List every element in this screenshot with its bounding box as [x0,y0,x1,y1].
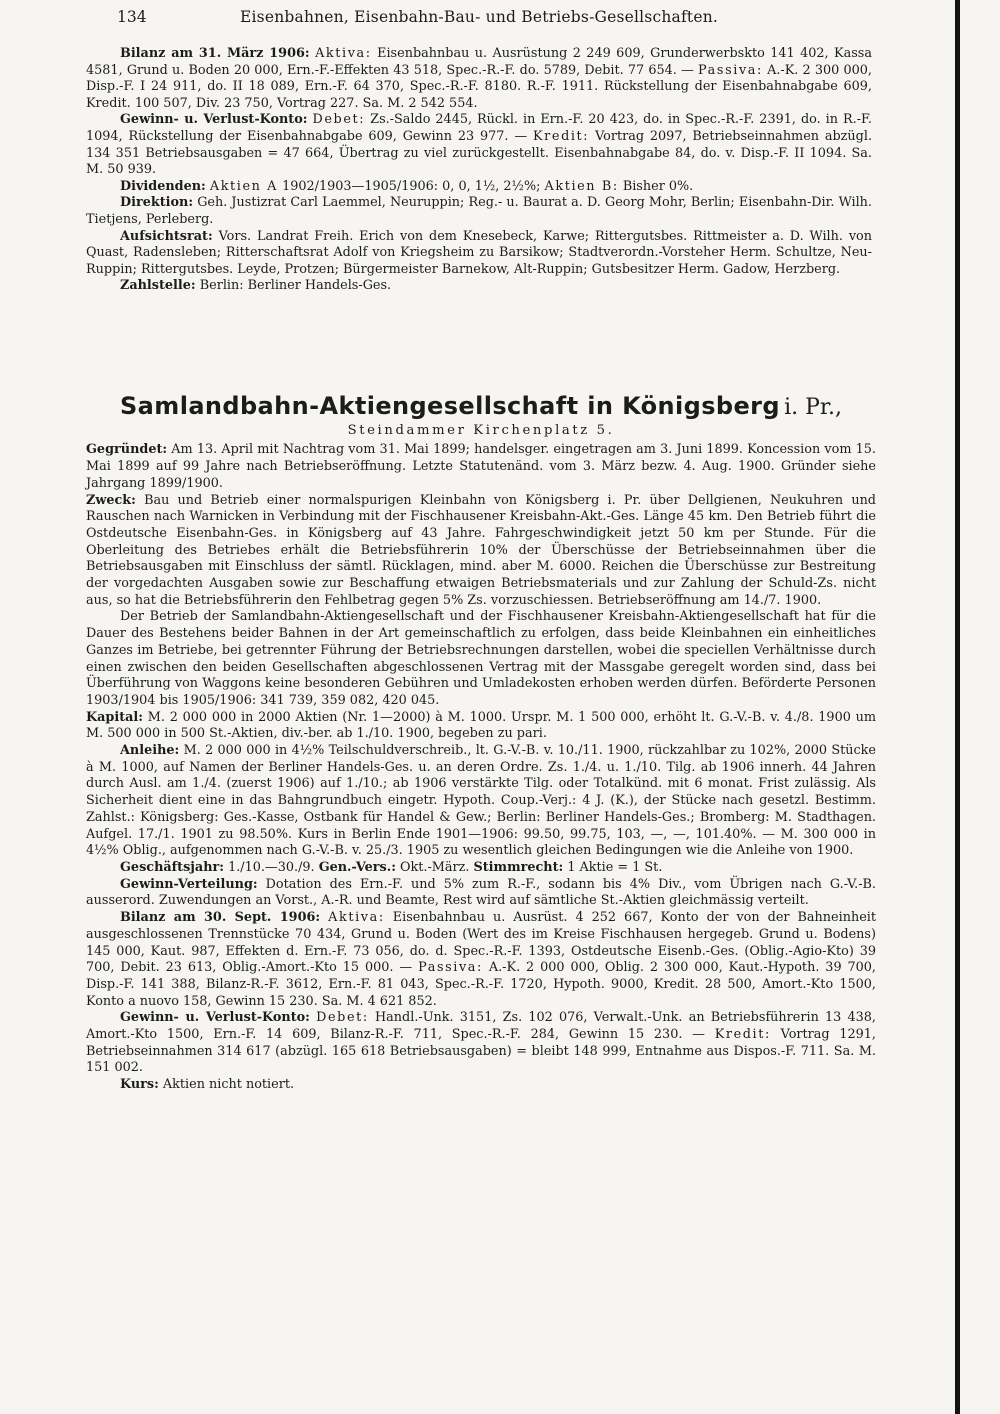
bilanz-1906-paragraph [86,910,876,1010]
geschaeftsjahr-paragraph [86,860,876,877]
direktion-paragraph [86,195,872,228]
page-edge-rule [955,0,960,1414]
anleihe-label: Anleihe: [120,743,180,759]
company-title [86,392,876,420]
kurs-text: Aktien nicht notiert. [162,1077,295,1093]
gegruendet-paragraph [86,442,876,492]
guv-paragraph [86,112,872,178]
debet-1906-label: Debet: [316,1010,369,1026]
anleihe-paragraph [86,743,876,860]
gewinnverteilung-label: Gewinn-Verteilung: [120,876,258,892]
company-place: i. Pr., [784,395,842,420]
zweck-paragraph-2: Der Betrieb der Samlandbahn-Aktiengesellschaft und der Fischhausener Kreisbahn-Aktiengesellschaft hat für die Dauer des Bestehens beider Bahnen in der Art gemeinschaftlich zu erfolgen, dass beide Kleinbahnen ein einheitliches Ganzes im Betriebe, bei getrennter Führung der Betriebsrechnungen darstellen, wobei die speciellen Verhältnisse durch einen zwischen den beiden Gesellschaften abgeschlossenen Vertrag mit der Massgabe geregelt worden sind, dass bei Überführung von Waggons keine besonderen Gebühren und Umladekosten erhoben werden dürfen. Beförderte Personen 1903/1904 bis 1905/1906: 341 739, 359 082, 420 045. [86,609,876,708]
guv-1906-kredit-text: Vortrag 1291, Betriebseinnahmen 314 617 (abzügl. 165 618 Betriebsausgaben) = bleibt 148 999, Entnahme aus Dispos.-F. 711. Sa. M. 151 002. [86,1027,877,1076]
guv-1906-label: Gewinn- u. Verlust-Konto: [120,1010,310,1026]
aktien-a-text: 1902/1903—1905/1906: 0, 0, 1½, 2½%; [282,178,541,194]
aktien-b-text: Bisher 0%. [622,178,694,194]
gewinnverteilung-paragraph [86,877,876,910]
passiva-label: Passiva: [698,62,763,78]
zweck-label: Zweck: [86,492,136,508]
company-address: Steindammer Kirchenplatz 5. [347,422,615,438]
anleihe-text: M. 2 000 000 in 4½% Teilschuldverschreib., lt. G.-V.-B. v. 10./11. 1900, rückzahlbar zu 102%, 2000 Stücke à M. 1000, auf Namen der Berliner Handels-Ges. u. an deren Ordre. Zs. 1./4. u. 1./10. Tilg. ab 1906 innerh. 44 Jahren durch Ausl. am 1./4. (zuerst 1906) auf 1./10.; ab 1906 verstärkte Tilg. oder Totalkünd. mit 6 monat. Frist zulässig. Als Sicherheit dient eine in das Bahngrundbuch eingetr. Hypoth. Coup.-Verj.: 4 J. (K.), der Stücke nach gesetzl. Bestimm. Zahlst.: Königsberg: Ges.-Kasse, Ostbank für Handel & Gew.; Berlin: Berliner Handels-Ges.; Bromberg: M. Stadthagen. Aufgel. 17./1. 1901 zu 98.50%. Kurs in Berlin Ende 1901—1906: 99.50, 99.75, 103, —, —, 101.40%. — M. 300 000 in 4½% Oblig., aufgenommen nach G.-V.-B. v. 25./3. 1905 zu wesentlich gleichen Bedingungen wie die Anleihe von 1900. [86,743,876,859]
genvers-label: Gen.-Vers.: [318,859,396,875]
direktion-label: Direktion: [120,195,194,211]
kurs-paragraph [86,1077,876,1094]
page-number: 134 [117,8,147,26]
bilanz-aktiva-text: Eisenbahnbau u. Ausrüstung 2 249 609, Grunderwerbskto 141 402, Kassa 4581, Grund u. Boden 20 000, Ern.-F.-Effekten 43 518, Spec.-R.-F. do. 5789, Debit. 77 654. — [86,46,873,78]
direktion-text: Geh. Justizrat Carl Laemmel, Neuruppin; Reg.- u. Baurat a. D. Georg Mohr, Berlin; Eisenbahn-Dir. Wilh. Tietjens, Perleberg. [86,195,872,227]
previous-company-section [86,46,872,295]
aktien-b-label: Aktien B: [544,178,619,194]
passiva-1906-label: Passiva: [418,960,483,976]
kurs-label: Kurs: [120,1077,159,1093]
zweck-text: Bau und Betrieb einer normalspurigen Kleinbahn von Königsberg i. Pr. über Dellgienen, Neukuhren und Rauschen nach Warnicken in Verbindung mit der Fischhausener Kreisbahn-Akt.-Ges. Länge 45 km. Den Betrieb führt die Ostdeutsche Eisenbahn-Ges. in Königsberg auf 43 Jahre. Fahrgeschwindigkeit jetzt 50 km per Stunde. Für die Oberleitung des Betriebes erhält die Betriebsführerin 10% der Überschüsse der Betriebseinnahmen über die Betriebsausgaben mit Einschluss der sämtl. Rücklagen, mind. aber M. 6000. Reichen die Überschüsse zur Bestreitung der vorgedachten Ausgaben sowie zur Beschaffung etwaigen Betriebsmaterials und zur Zahlung der Schuld-Zs. nicht aus, so hat die Betriebsführerin den Fehlbetrag gegen 5% Zs. vorzuschiessen. Betriebseröffnung am 14./7. 1900. [86,492,876,608]
zahlstelle-label: Zahlstelle: [120,278,196,294]
stimmrecht-label: Stimmrecht: [473,859,564,875]
aktiva-1906-label: Aktiva: [328,910,385,926]
bilanz-passiva-text: A.-K. 2 300 000, Disp.-F. I 24 911, do. II 18 089, Ern.-F. 64 370, Spec.-R.-F. 8180. R.-F. 1911. Rückstellung der Eisenbahnabgabe 609, Kredit. 100 507, Div. 23 750, Vortrag 227. Sa. M. 2 542 554. [86,62,872,111]
zahlstelle-paragraph [86,278,872,295]
guv-debet-text: Zs.-Saldo 2445, Rückl. in Ern.-F. 20 423, do. in Spec.-R.-F. 2391, do. in R.-F. 1094, Rückstellung der Eisenbahnabgabe 609, Gewinn 23 977. — [86,112,872,144]
aktiva-label: Aktiva: [315,46,372,61]
gewinnverteilung-text: Dotation des Ern.-F. und 5% zum R.-F., sodann bis 4% Div., vom Übrigen nach G.-V.-B. ausserord. Zuwendungen an Vorst., A.-R. und Beamte, Rest wird auf sämtliche St.-Aktien gleichmässig verteilt. [86,876,876,909]
company-name: Samlandbahn-Aktiengesellschaft in Königsberg [120,392,780,420]
kapital-label: Kapital: [86,709,144,725]
aufsichtsrat-paragraph [86,229,872,279]
stimmrecht-text: 1 Aktie = 1 St. [567,859,663,875]
bilanz-paragraph [86,46,872,112]
geschaeftsjahr-text: 1./10.—30./9. [228,859,315,875]
aufsichtsrat-text: Vors. Landrat Freih. Erich von dem Knesebeck, Karwe; Rittergutsbes. Rittmeister a. D. Wilh. von Quast, Radensleben; Ritterschaftsrat Adolf von Kriegsheim zu Barsikow; Stadtverordn.-Vorsteher Herm. Schultze, Neu-Ruppin; Rittergutsbes. Leyde, Protzen; Bürgermeister Barnekow, Alt-Ruppin; Gutsbesitzer Herm. Gadow, Herzberg. [86,228,872,277]
gegruendet-label: Gegründet: [86,442,168,458]
guv-label: Gewinn- u. Verlust-Konto: [120,112,308,128]
kapital-text: M. 2 000 000 in 2000 Aktien (Nr. 1—2000) à M. 1000. Urspr. M. 1 500 000, erhöht lt. G.-V.-B. v. 4./8. 1900 um M. 500 000 in 500 St.-Aktien, div.-ber. ab 1./10. 1900, begeben zu pari. [86,709,876,742]
guv-kredit-text: Vortrag 2097, Betriebseinnahmen abzügl. 134 351 Betriebsausgaben = 47 664, Übertrag zu viel zurückgestellt. Eisenbahnabgabe 84, do. v. Disp.-F. II 1094. Sa. M. 50 939. [86,128,873,178]
geschaeftsjahr-label: Geschäftsjahr: [120,859,224,875]
guv-1906-paragraph [86,1010,876,1077]
zahlstelle-text: Berlin: Berliner Handels-Ges. [199,278,392,294]
bilanz-1906-aktiva-text: Eisenbahnbau u. Ausrüst. 4 252 667, Konto der von der Bahneinheit ausgeschlossenen Trennstücke 70 434, Grund u. Boden (Wert des im Kreise Fischhausen hergegeb. Grund u. Bodens) 145 000, Kaut. 987, Effekten d. Ern.-F. 73 056, do. d. Spec.-R.-F. 1393, Ostdeutsche Eisenb.-Ges. (Oblig.-Agio-Kto) 39 700, Debit. 23 613, Oblig.-Amort.-Kto 15 000. — [86,910,877,976]
bilanz-label: Bilanz am 31. März 1906: [120,46,310,61]
bilanz-1906-passiva-text: A.-K. 2 000 000, Oblig. 2 300 000, Kaut.-Hypoth. 39 700, Disp.-F. 141 388, Bilanz-R.-F. 3612, Ern.-F. 81 043, Spec.-R.-F. 1720, Hypoth. 9000, Kredit. 28 500, Amort.-Kto 1500, Konto a nuovo 158, Gewinn 15 230. Sa. M. 4 621 852. [86,960,876,1009]
guv-1906-debet-text: Handl.-Unk. 3151, Zs. 102 076, Verwalt.-Unk. an Betriebsführerin 13 438, Amort.-Kto 1500, Ern.-F. 14 609, Bilanz-R.-F. 711, Spec.-R.-F. 284, Gewinn 15 230. — [86,1010,876,1043]
bilanz-1906-label: Bilanz am 30. Sept. 1906: [120,910,321,926]
aufsichtsrat-label: Aufsichtsrat: [120,228,213,244]
running-title: Eisenbahnen, Eisenbahn-Bau- und Betriebs-Gesellschaften. [240,8,719,26]
debet-label: Debet: [312,112,366,128]
kapital-paragraph [86,710,876,743]
zweck-paragraph [86,493,876,610]
kredit-label: Kredit: [533,128,590,144]
dividenden-paragraph [86,179,872,196]
samlandbahn-section [86,392,877,1094]
genvers-text: Okt.-März. [400,859,470,875]
aktien-a-label: Aktien A [209,178,279,194]
gegruendet-text: Am 13. April mit Nachtrag vom 31. Mai 1899; handelsger. eingetragen am 3. Juni 1899. Koncession vom 15. Mai 1899 auf 99 Jahre nach Betriebseröffnung. Letzte Statutenänd. vom 3. März bezw. 4. Aug. 1900. Gründer siehe Jahrgang 1899/1900. [86,442,876,491]
dividenden-label: Dividenden: [120,178,206,194]
kredit-1906-label: Kredit: [714,1027,771,1043]
